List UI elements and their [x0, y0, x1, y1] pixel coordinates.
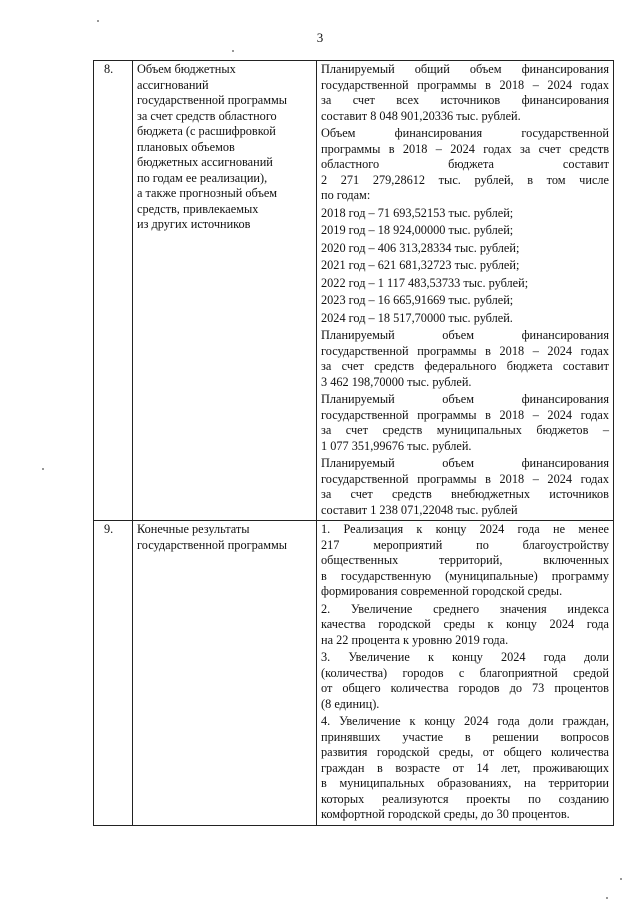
- table-row: [94, 61, 614, 521]
- label-line: а также прогнозный объем: [137, 186, 278, 200]
- content-paragraph: [321, 522, 609, 600]
- content-line: формирования современной городской среды.: [321, 584, 563, 598]
- content-line: государственной программы в 2018 – 2024 годах: [321, 407, 609, 422]
- row-number: 8.: [94, 61, 133, 521]
- content-line: 2020 год – 406 313,28334 тыс. рублей;: [321, 240, 520, 255]
- content-line: Планируемый объем финансирования: [321, 328, 609, 342]
- label-line: бюджетных ассигнований: [137, 155, 273, 169]
- content-line: Планируемый общий объем финансирования: [321, 62, 609, 76]
- row-label: [133, 521, 317, 826]
- content-line: 1. Реализация к концу 2024 года не менее: [321, 522, 609, 536]
- content-line: областного бюджета составит: [321, 157, 609, 171]
- content-paragraph: [321, 62, 609, 124]
- content-line: за счет средств муниципальных бюджетов –: [321, 423, 609, 437]
- content-line: 3. Увеличение к концу 2024 года доли: [321, 650, 609, 664]
- row-label: [133, 61, 317, 521]
- content-line: в государственную (муниципальные) программу: [321, 568, 609, 583]
- content-line: 2024 год – 18 517,70000 тыс. рублей.: [321, 310, 513, 325]
- content-paragraph: [321, 311, 609, 327]
- label-line: Объем бюджетных: [137, 62, 236, 76]
- scan-speck: [606, 897, 608, 899]
- content-line: составит 8 048 901,20336 тыс. рублей.: [321, 108, 521, 123]
- content-line: за счет средств федерального бюджета составит: [321, 359, 609, 373]
- content-line: на 22 процента к уровню 2019 года.: [321, 632, 509, 647]
- content-line: государственной программы в 2018 – 2024 годах: [321, 343, 609, 358]
- content-paragraph: [321, 276, 609, 292]
- content-line: за счет всех источников финансирования: [321, 93, 609, 107]
- label-line: Конечные результаты: [137, 522, 250, 536]
- scan-speck: [620, 878, 622, 880]
- content-paragraph: [321, 392, 609, 454]
- label-line: по годам ее реализации),: [137, 170, 268, 185]
- label-line: за счет средств областного: [137, 108, 277, 123]
- content-line: развития городской среды, от общего количества: [321, 745, 609, 759]
- content-line: государственной программы в 2018 – 2024 годах: [321, 77, 609, 92]
- content-line: (8 единиц).: [321, 696, 380, 711]
- label-line: ассигнований: [137, 77, 209, 92]
- content-paragraph: [321, 328, 609, 390]
- page-number: 3: [316, 30, 324, 45]
- content-line: принявших участие в решении вопросов: [321, 729, 609, 744]
- row-content: [317, 521, 614, 826]
- label-line: плановых объемов: [137, 139, 235, 154]
- content-paragraph: [321, 456, 609, 518]
- content-line: 217 мероприятий по благоустройству: [321, 537, 609, 552]
- content-line: 4. Увеличение к концу 2024 года доли граждан,: [321, 714, 609, 728]
- label-line: средств, привлекаемых: [137, 201, 259, 216]
- content-line: 2018 год – 71 693,52153 тыс. рублей;: [321, 205, 514, 220]
- content-line: 2023 год – 16 665,91669 тыс. рублей;: [321, 293, 514, 307]
- content-line: граждан в возрасте от 14 лет, проживающих: [321, 760, 609, 775]
- content-paragraph: [321, 714, 609, 823]
- scan-speck: [42, 468, 44, 470]
- content-line: по годам:: [321, 188, 371, 202]
- table-body: [94, 61, 614, 826]
- content-line: качества городской среды к концу 2024 года: [321, 617, 609, 631]
- scan-speck: [97, 20, 99, 22]
- content-line: 2021 год – 621 681,32723 тыс. рублей;: [321, 258, 520, 272]
- content-line: от общего количества городов до 73 процентов: [321, 681, 609, 695]
- content-line: за счет средств внебюджетных источников: [321, 487, 609, 501]
- content-paragraph: [321, 258, 609, 274]
- label-line: государственной программы: [137, 93, 288, 107]
- content-line: 2 271 279,28612 тыс. рублей, в том числе: [321, 172, 609, 187]
- table-row: [94, 521, 614, 826]
- content-paragraph: [321, 602, 609, 649]
- content-line: комфортной городской среды, до 30 процентов.: [321, 807, 570, 821]
- content-paragraph: [321, 126, 609, 204]
- content-line: государственной программы в 2018 – 2024 годах: [321, 471, 609, 486]
- content-line: (количества) городов с благоприятной средой: [321, 665, 609, 680]
- program-passport-table: [93, 60, 614, 826]
- content-line: Объем финансирования государственной: [321, 126, 609, 140]
- content-paragraph: [321, 223, 609, 239]
- content-paragraph: [321, 206, 609, 222]
- content-line: 1 077 351,99676 тыс. рублей.: [321, 438, 472, 453]
- label-line: бюджета (с расшифровкой: [137, 124, 276, 138]
- label-line: государственной программы: [137, 537, 288, 552]
- content-line: 2019 год – 18 924,00000 тыс. рублей;: [321, 223, 514, 237]
- content-line: 3 462 198,70000 тыс. рублей.: [321, 374, 472, 389]
- row-content: [317, 61, 614, 521]
- content-line: Планируемый объем финансирования: [321, 456, 609, 470]
- content-line: 2022 год – 1 117 483,53733 тыс. рублей;: [321, 275, 529, 290]
- content-line: 2. Увеличение среднего значения индекса: [321, 601, 609, 616]
- row-number: 9.: [94, 521, 133, 826]
- content-line: составит 1 238 071,22048 тыс. рублей: [321, 502, 518, 517]
- content-line: Планируемый объем финансирования: [321, 392, 609, 406]
- content-paragraph: [321, 293, 609, 309]
- content-line: программы в 2018 – 2024 годах за счет средств: [321, 141, 609, 156]
- content-line: общественных территорий, включенных: [321, 553, 609, 567]
- content-line: в муниципальных образованиях, на территории: [321, 776, 609, 790]
- label-line: из других источников: [137, 217, 251, 231]
- scan-speck: [232, 50, 234, 52]
- content-paragraph: [321, 241, 609, 257]
- content-line: которых реализуются проекты по созданию: [321, 791, 609, 806]
- content-paragraph: [321, 650, 609, 712]
